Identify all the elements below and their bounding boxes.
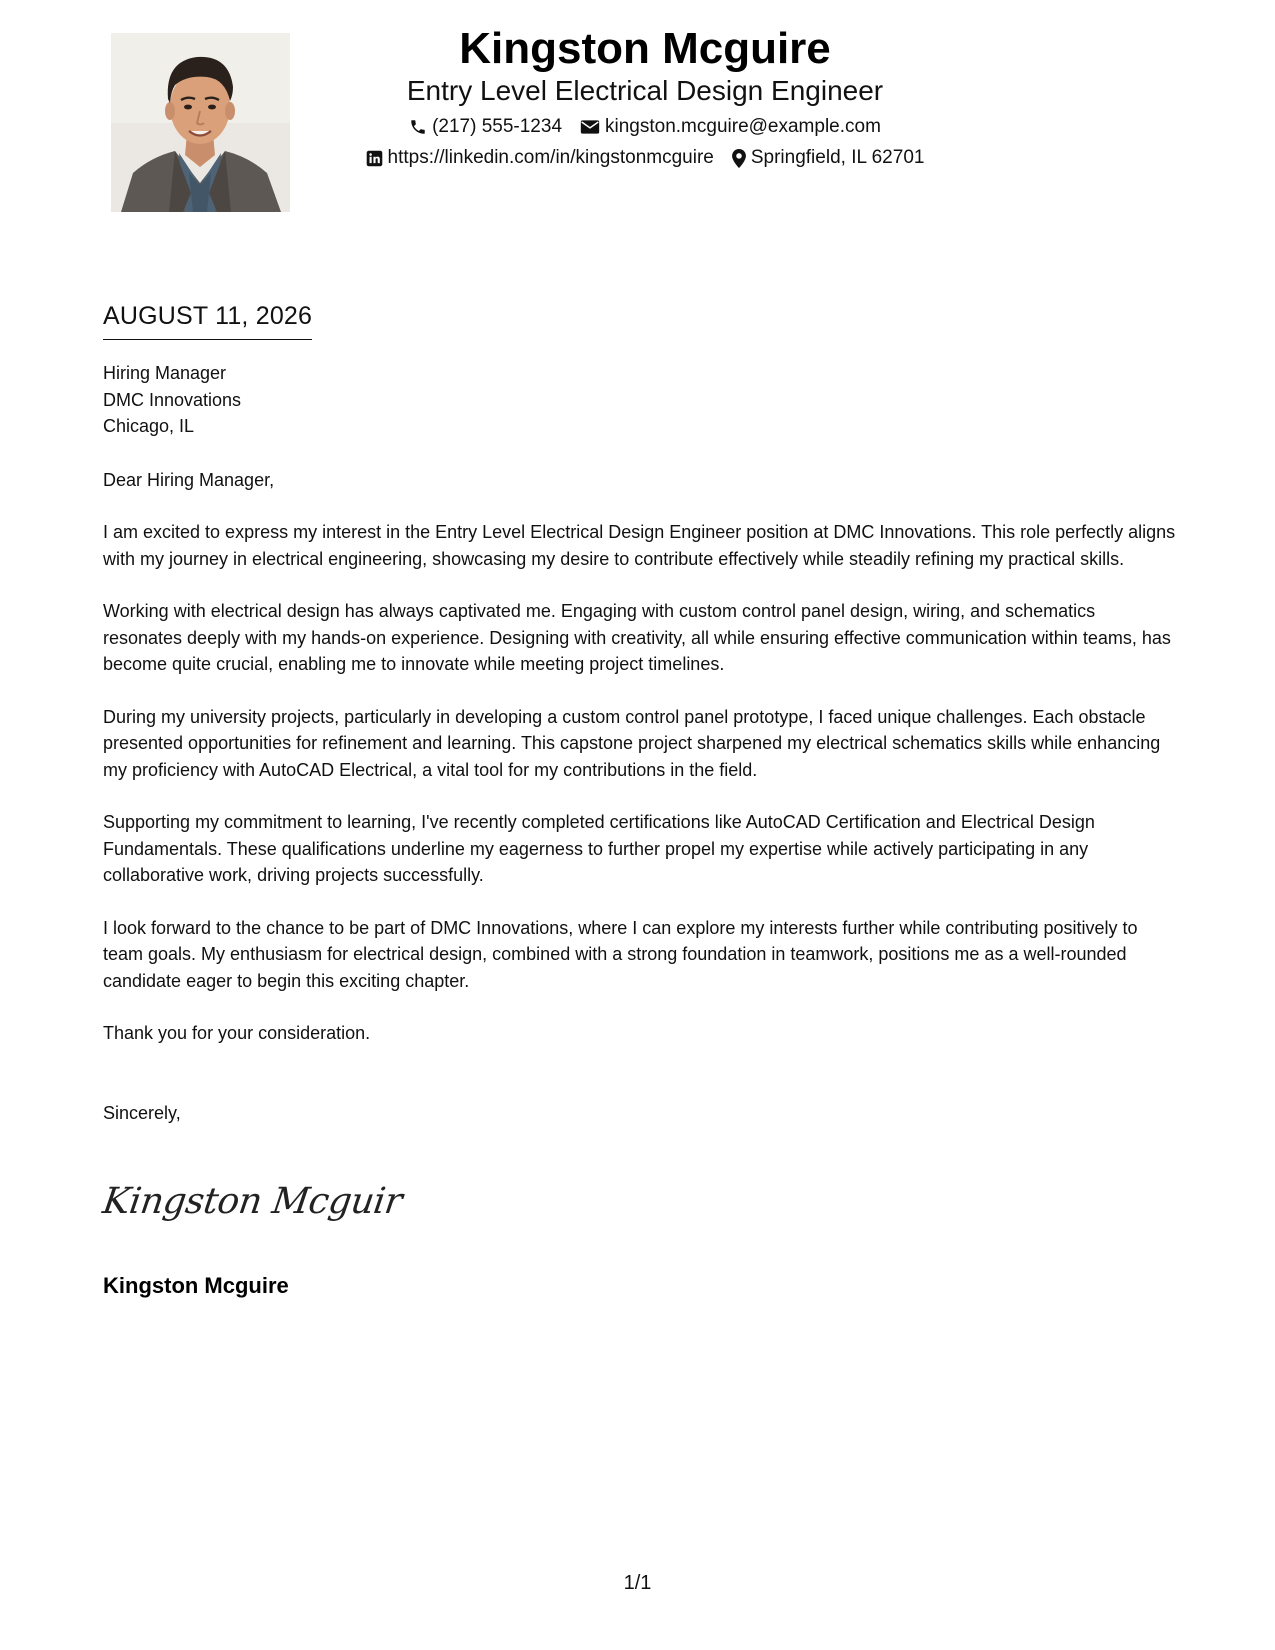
applicant-name: Kingston Mcguire [459, 24, 831, 73]
recipient-block [103, 360, 1178, 440]
salutation: Dear Hiring Manager, [103, 469, 275, 490]
profile-photo [111, 33, 290, 212]
contact-email [580, 114, 881, 140]
body-paragraph: During my university projects, particularly in developing a custom control panel prototype, I faced unique challenges. Each obstacle presented opportunities for refinement and learning. This capstone project sharpened my electrical schematics skills while enhancing my proficiency with AutoCAD Electrical, a vital tool for my contributions in the field. [103, 706, 1161, 780]
contact-linkedin [366, 145, 714, 171]
linkedin-url[interactable]: https://linkedin.com/in/kingstonmcguire [387, 147, 714, 168]
map-pin-icon [732, 149, 746, 168]
signoff: Sincerely, [103, 1102, 181, 1123]
contact-row-primary [330, 114, 960, 140]
recipient-line: Chicago, IL [103, 416, 195, 436]
letter-body [103, 360, 1178, 1126]
body-paragraph: Working with electrical design has always captivated me. Engaging with custom control panel design, wiring, and schematics resonates deeply with my hands-on experience. Designing with creativity, all while ensuring effective communication within teams, has become quite crucial, enabling me to innovate while meeting project timelines. [103, 601, 1171, 674]
handwritten-signature: Kingston Mcguir [100, 1181, 405, 1222]
letter-header [330, 22, 960, 171]
linkedin-icon [366, 150, 383, 167]
person-portrait-icon [111, 33, 290, 212]
phone-icon [409, 118, 427, 136]
body-paragraph: I look forward to the chance to be part of DMC Innovations, where I can explore my interests further while contributing positively to team goals. My enthusiasm for electrical design, combined with a strong foundation in teamwork, positions me as a well-rounded candidate eager to begin this exciting chapter. [103, 917, 1138, 991]
contact-phone [409, 114, 562, 140]
page-number: 1/1 [623, 1572, 652, 1594]
email-address[interactable]: kingston.mcguire@example.com [605, 116, 881, 137]
recipient-line: DMC Innovations [103, 389, 242, 410]
recipient-line: Hiring Manager [103, 363, 227, 383]
phone-number[interactable]: (217) 555-1234 [432, 116, 563, 137]
location-text: Springfield, IL 62701 [750, 147, 925, 168]
body-paragraph: Supporting my commitment to learning, I've recently completed certifications like AutoCAD Certification and Electrical Design Fundamentals. These qualifications underline my eagerness to further propel my expertise while actively participating in any collaborative work, driving projects successfully. [103, 812, 1095, 885]
closing-line: Thank you for your consideration. [103, 1023, 371, 1043]
signer-name: Kingston Mcguire [103, 1273, 289, 1298]
contact-row-secondary [330, 145, 960, 171]
body-paragraph: I am excited to express my interest in the Entry Level Electrical Design Engineer position at DMC Innovations. This role perfectly aligns with my journey in electrical engineering, showcasing my desire to contribute effectively while steadily refining my practical skills. [103, 522, 1176, 569]
date-block [103, 300, 312, 340]
contact-location [732, 145, 925, 171]
job-title: Entry Level Electrical Design Engineer [406, 75, 884, 106]
envelope-icon [580, 119, 600, 135]
letter-date: AUGUST 11, 2026 [103, 300, 312, 340]
